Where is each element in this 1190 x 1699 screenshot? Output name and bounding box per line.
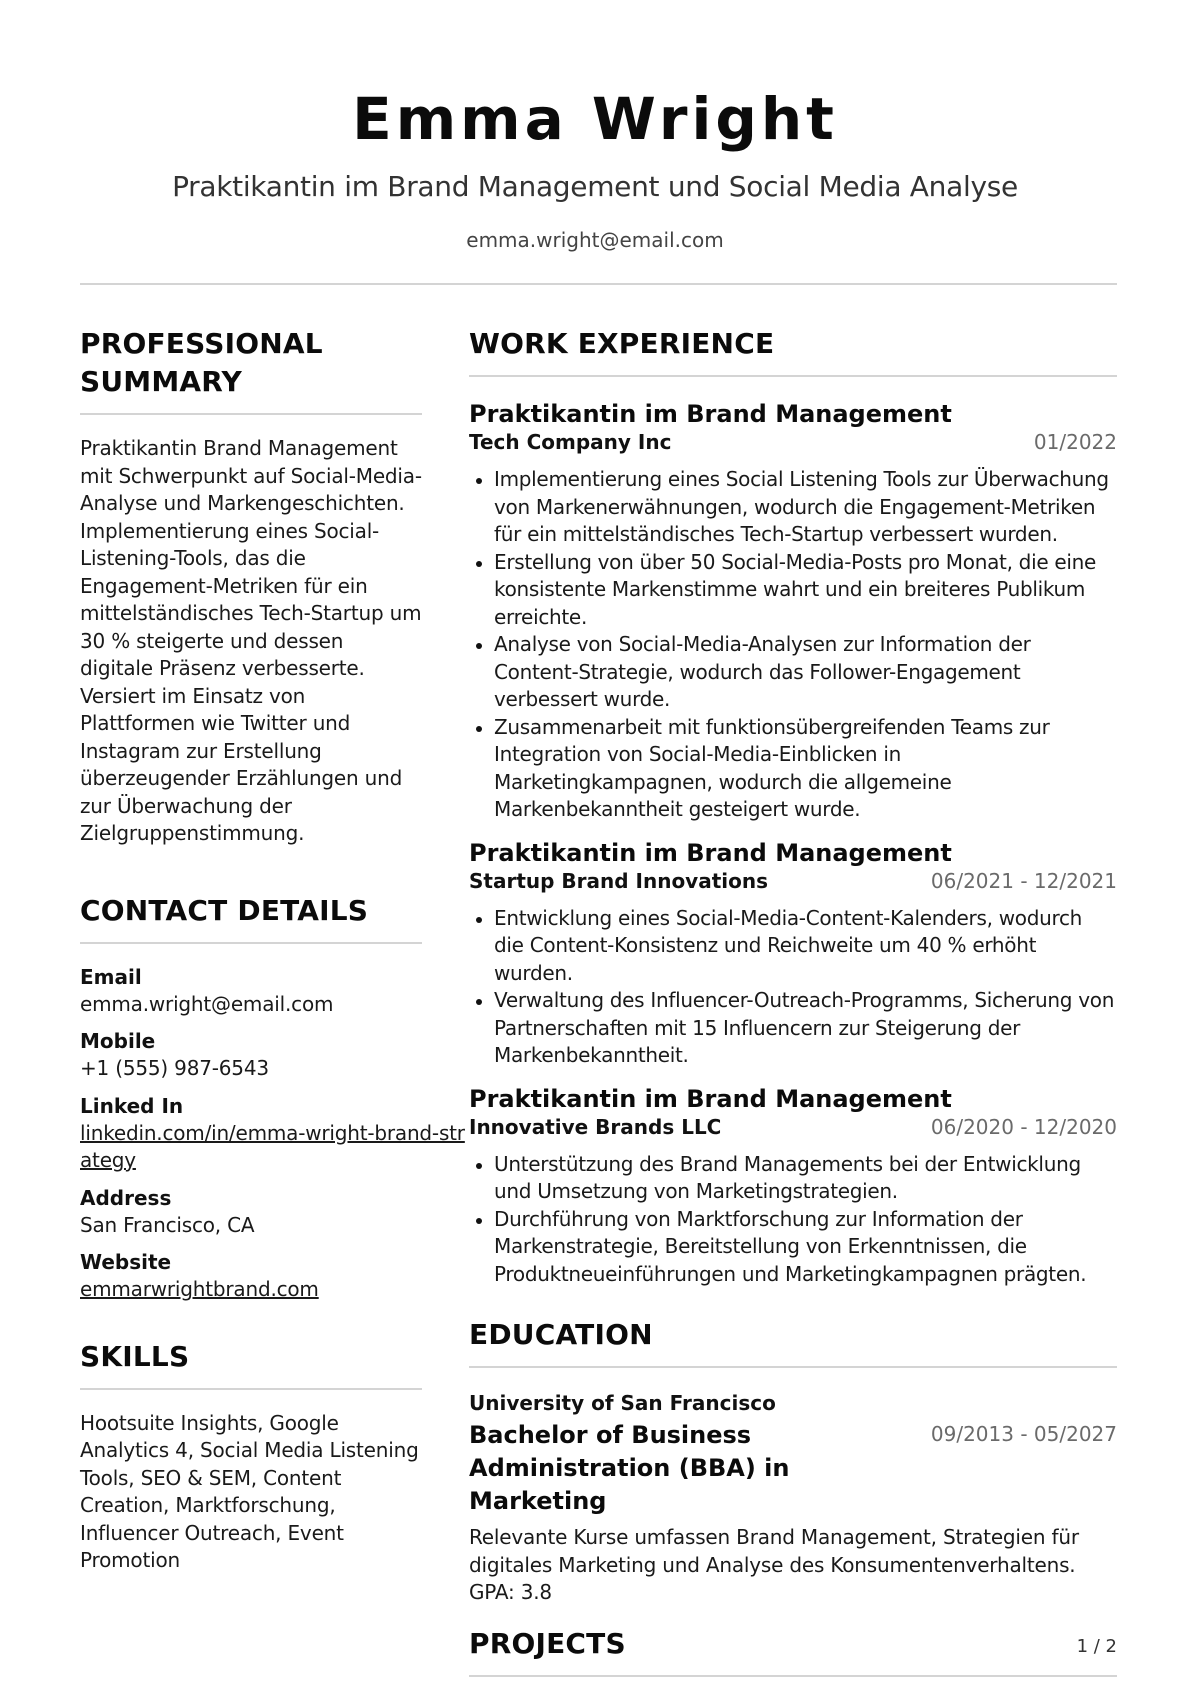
skills-heading: SKILLS [80,1339,190,1373]
contact-value: +1 (555) 987-6543 [80,1056,269,1080]
education-section [469,1316,1117,1607]
job-meta [469,429,1117,456]
candidate-name: Emma Wright [352,85,838,153]
header-divider [80,283,1117,285]
contact-label: Email [80,964,142,989]
contact-website [80,1249,422,1304]
linkedin-link[interactable]: linkedin.com/in/emma-wright-brand-strategy [80,1120,465,1172]
contact-divider [80,942,422,944]
contact-email [80,964,422,1019]
contact-label: Website [80,1250,172,1274]
job-date: 01/2022 [1033,430,1117,454]
job-bullets [469,1151,1117,1289]
job-bullets [469,466,1117,824]
projects-section [469,1625,1117,1677]
job-entry [469,838,1117,1070]
bullet-item: Analyse von Social-Media-Analysen zur Information der Content-Strategie, wodurch das Follower-Engagement verbessert wurde. [469,631,1117,714]
header-email: emma.wright@email.com [466,228,724,252]
bullet-item: Zusammenarbeit mit funktionsübergreifenden Teams zur Integration von Social-Media-Einblicken in Marketingkampagnen, wodurch die allgemeine Markenbekanntheit gesteigert wurde. [469,714,1117,824]
contact-heading: CONTACT DETAILS [80,893,369,927]
left-column [80,325,465,1575]
contact-mobile [80,1028,422,1083]
contact-label: Mobile [80,1029,156,1053]
job-meta [469,868,1117,895]
experience-section [469,325,1117,1288]
contact-label: Linked In [80,1093,184,1118]
experience-heading: WORK EXPERIENCE [469,327,775,360]
education-divider [469,1366,1117,1368]
education-school: University of San Francisco [469,1391,776,1415]
job-bullets [469,905,1117,1070]
job-title: Praktikantin im Brand Management [469,838,952,867]
job-title: Praktikantin im Brand Management [469,400,952,428]
summary-text: Praktikantin Brand Management mit Schwerpunkt auf Social-Media-Analyse und Markengeschichten. Implementierung eines Social-Listening-Tools, das die Engagement-Metriken für ein mittelständisches Tech-Startup um 30 % steigerte und dessen digitale Präsenz verbesserte. Versiert im Einsatz von Plattformen wie Twitter und Instagram zur Erstellung überzeugender Erzählungen und zur Überwachung der Zielgruppenstimmung. [80,436,422,845]
skills-divider [80,1388,422,1390]
job-company: Innovative Brands LLC [469,1114,722,1139]
projects-heading: PROJECTS [469,1626,626,1660]
job-meta [469,1114,1117,1141]
candidate-title: Praktikantin im Brand Management und Social Media Analyse [172,170,1018,203]
experience-divider [469,375,1117,377]
summary-divider [80,413,422,415]
education-heading: EDUCATION [469,1318,653,1351]
education-description: Relevante Kurse umfassen Brand Management, Strategien für digitales Marketing und Analyse des Konsumentenverhaltens. GPA: 3.8 [469,1525,1079,1604]
contact-value: emma.wright@email.com [80,991,334,1016]
bullet-item: Durchführung von Marktforschung zur Information der Markenstrategie, Bereitstellung von Erkenntnissen, die Produktneueinführungen und Marketingkampagnen prägten. [469,1206,1117,1289]
education-degree: Bachelor of Business Administration (BBA) in Marketing [469,1421,790,1515]
contact-section [80,892,465,1304]
bullet-item: Erstellung von über 50 Social-Media-Posts pro Monat, die eine konsistente Markenstimme wahrt und ein breiteres Publikum erreichte. [469,549,1117,632]
job-company: Tech Company Inc [469,430,672,454]
contact-label: Address [80,1185,172,1210]
summary-heading: PROFESSIONAL SUMMARY [80,327,323,398]
education-row [469,1419,1117,1518]
education-date: 09/2013 - 05/2027 [930,1422,1117,1446]
job-title: Praktikantin im Brand Management [469,1084,952,1113]
bullet-item: Verwaltung des Influencer-Outreach-Programms, Sicherung von Partnerschaften mit 15 Influencern zur Steigerung der Markenbekanntheit. [469,987,1117,1070]
page-number: 1 / 2 [1076,1636,1117,1657]
contact-address [80,1185,422,1240]
contact-linkedin [80,1093,465,1175]
skills-section [80,1338,422,1575]
bullet-item: Implementierung eines Social Listening Tools zur Überwachung von Markenerwähnungen, wodurch die Engagement-Metriken für ein mittelständisches Tech-Startup verbessert wurden. [469,466,1117,549]
job-entry [469,1084,1117,1289]
bullet-item: Unterstützung des Brand Managements bei der Entwicklung und Umsetzung von Marketingstrategien. [469,1151,1117,1206]
summary-section [80,325,422,848]
job-entry [469,399,1117,824]
contact-value: San Francisco, CA [80,1212,255,1237]
projects-divider [469,1675,1117,1677]
job-date: 06/2020 - 12/2020 [930,1114,1117,1139]
skills-text: Hootsuite Insights, Google Analytics 4, Social Media Listening Tools, SEO & SEM, Content Creation, Marktforschung, Influencer Outreach, Event Promotion [80,1410,419,1572]
bullet-item: Entwicklung eines Social-Media-Content-Kalenders, wodurch die Content-Konsistenz und Reichweite um 40 % erhöht wurden. [469,905,1117,988]
right-column [469,325,1117,1699]
job-date: 06/2021 - 12/2021 [930,868,1117,893]
job-company: Startup Brand Innovations [469,868,769,893]
website-link[interactable]: emmarwrightbrand.com [80,1277,319,1301]
